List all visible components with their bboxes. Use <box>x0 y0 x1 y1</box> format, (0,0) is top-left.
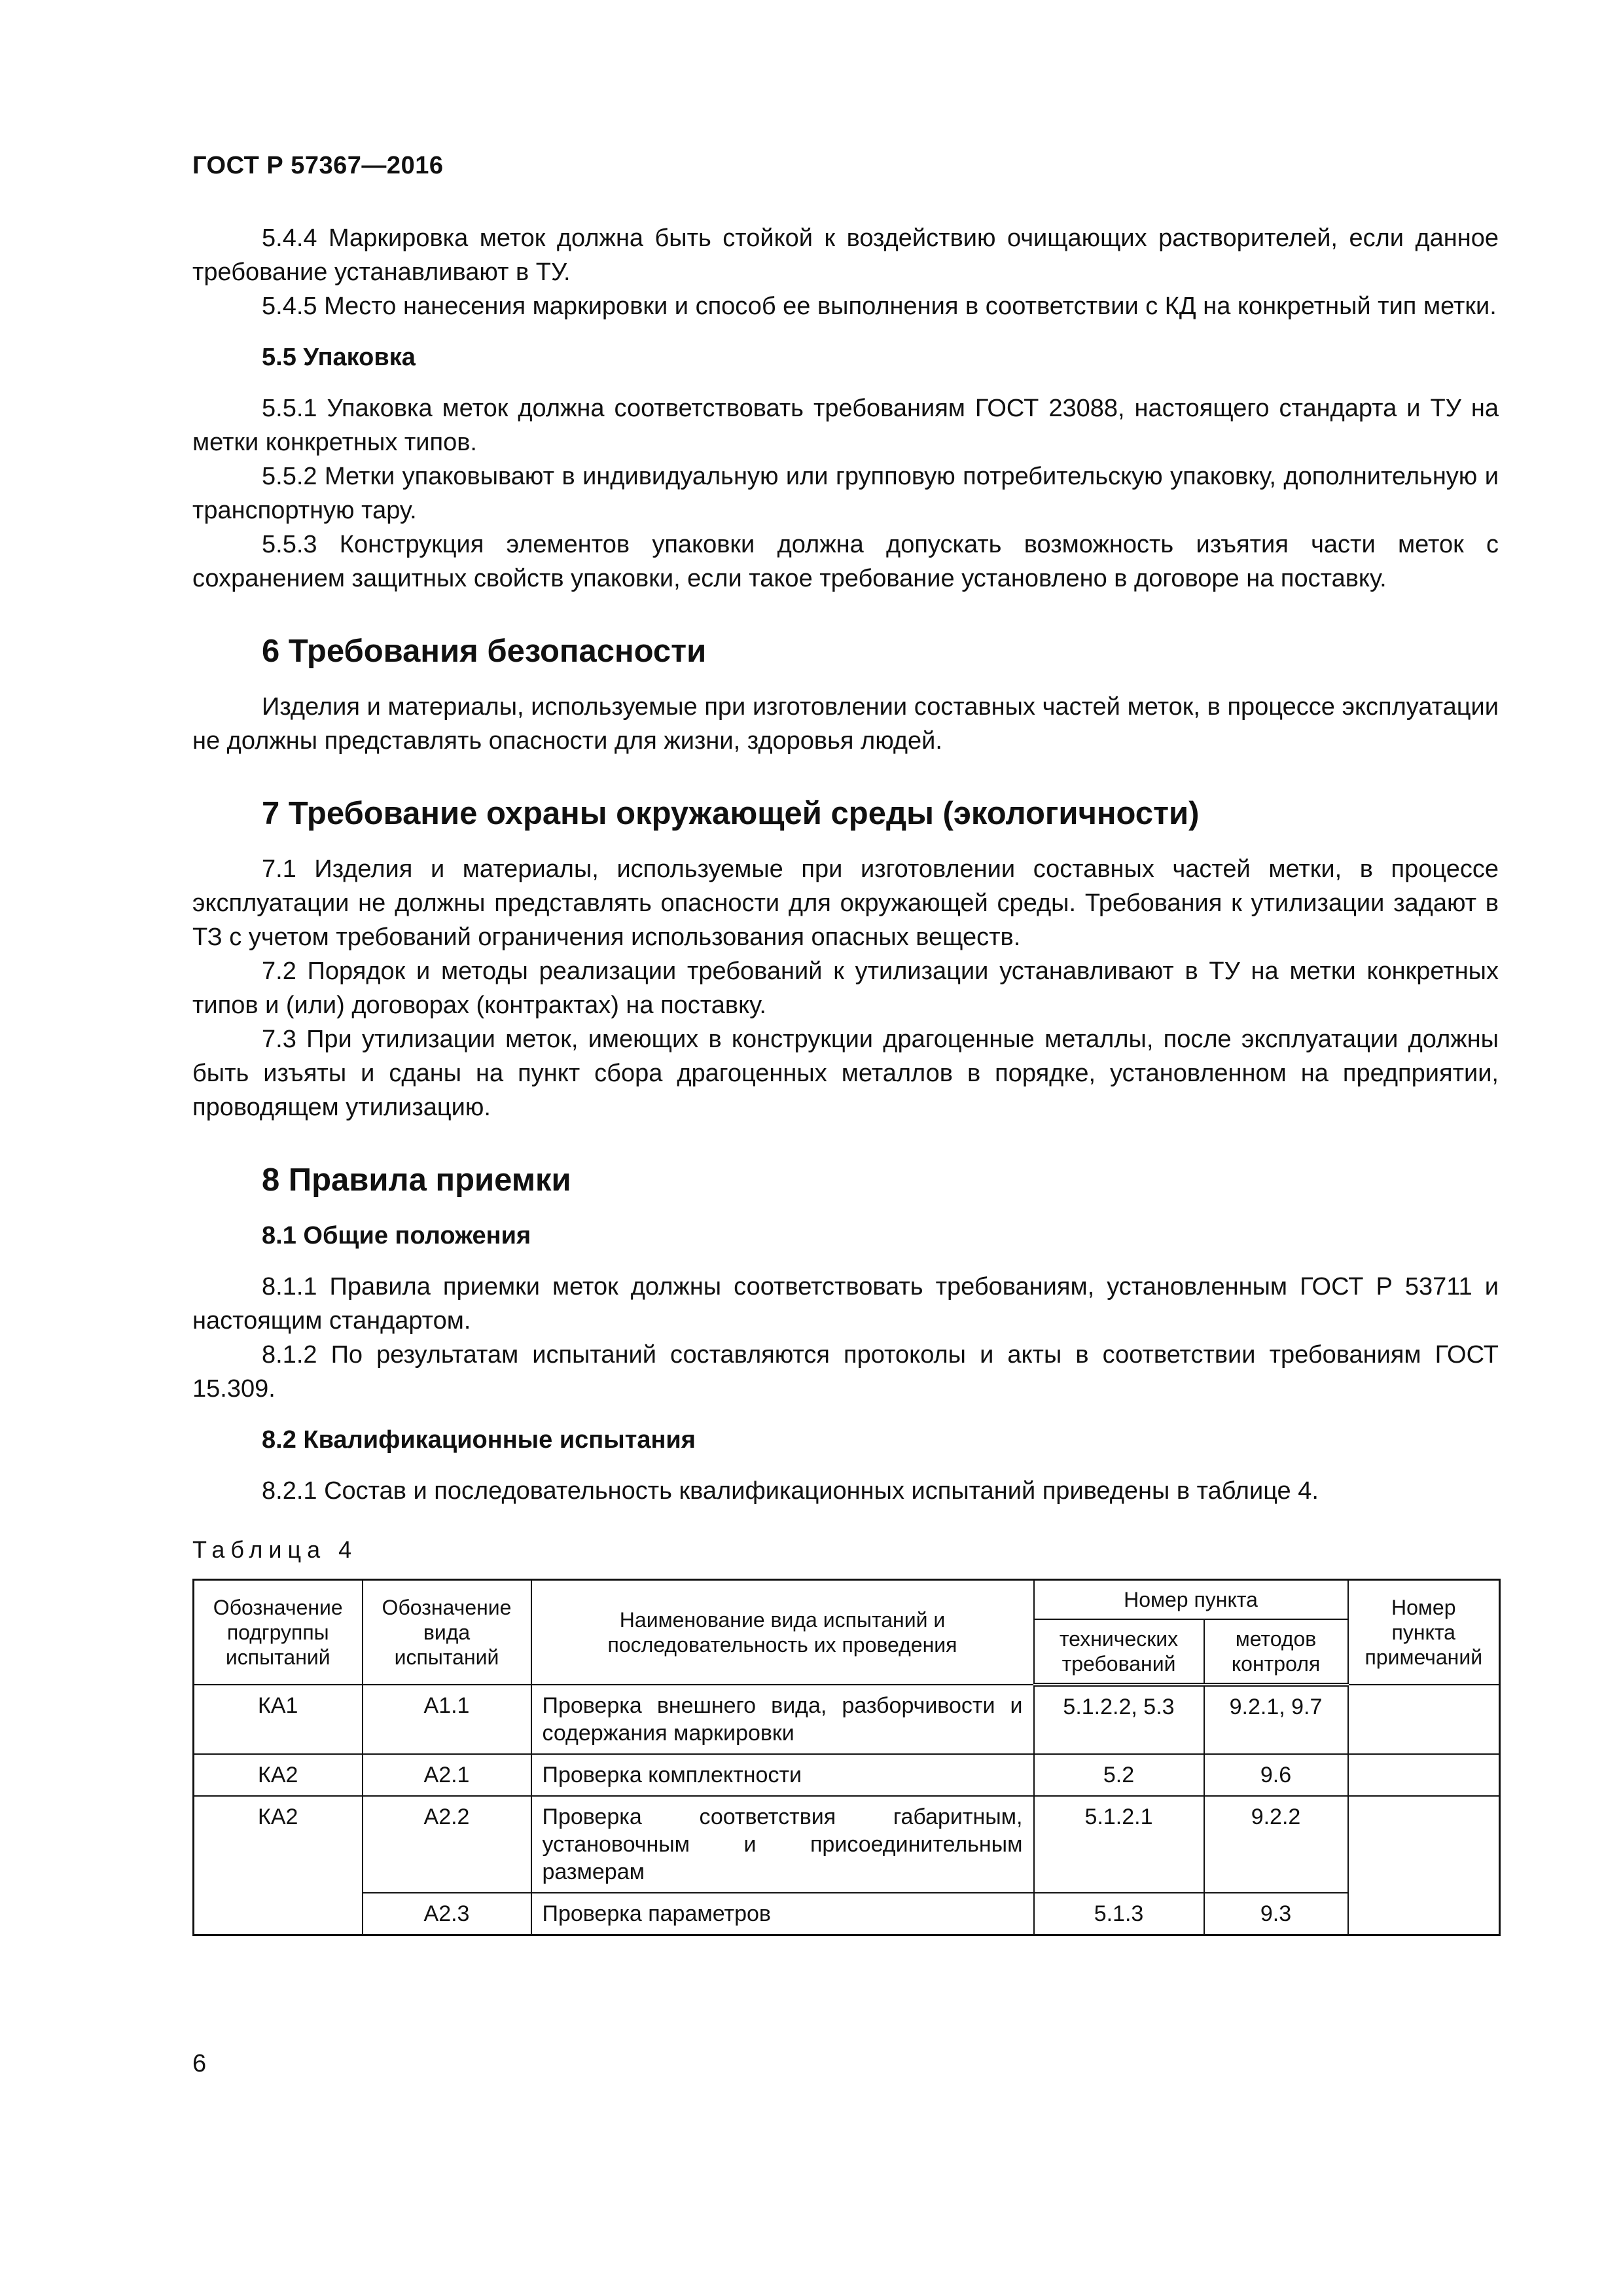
cell-subgroup: КА1 <box>194 1685 363 1754</box>
paragraph-5-5-2: 5.5.2 Метки упаковывают в индивидуальную или групповую потребительскую упаковку, дополнительную и транспортную тару. <box>192 463 1499 524</box>
cell-method: 9.6 <box>1204 1754 1348 1796</box>
cell-method: 9.2.2 <box>1204 1796 1348 1893</box>
cell-subgroup: КА2 <box>194 1796 363 1935</box>
paragraph-8-1-2: 8.1.2 По результатам испытаний составляются протоколы и акты в соответствии требованиям ГОСТ 15.309. <box>192 1341 1499 1403</box>
cell-subgroup: КА2 <box>194 1754 363 1796</box>
paragraph-8-2-1: 8.2.1 Состав и последовательность квалификационных испытаний приведены в таблице 4. <box>262 1477 1319 1505</box>
table-row <box>194 1685 1500 1754</box>
cell-method: 9.3 <box>1204 1893 1348 1935</box>
subsection-heading-5-5: 5.5 Упаковка <box>262 344 416 371</box>
page-number: 6 <box>192 2050 207 2077</box>
header-subgroup: Обозначение подгруппы испытаний <box>194 1580 363 1685</box>
table-4 <box>192 1579 1501 1936</box>
cell-test-id: А2.2 <box>363 1796 531 1893</box>
cell-test-id: А2.3 <box>363 1893 531 1935</box>
subsection-heading-8-1: 8.1 Общие положения <box>262 1222 531 1249</box>
document-header: ГОСТ Р 57367—2016 <box>192 152 444 179</box>
cell-tech-req: 5.1.3 <box>1034 1893 1204 1935</box>
paragraph-6: Изделия и материалы, используемые при изготовлении составных частей меток, в процессе эксплуатации не должны представлять опасности для жизни, здоровья людей. <box>192 693 1499 755</box>
table-row <box>194 1754 1500 1796</box>
cell-test-id: А1.1 <box>363 1685 531 1754</box>
section-heading-8: 8 Правила приемки <box>262 1162 571 1198</box>
paragraph-5-4-4: 5.4.4 Маркировка меток должна быть стойкой к воздействию очищающих растворителей, если данное требование устанавливают в ТУ. <box>192 224 1499 286</box>
section-heading-7: 7 Требование охраны окружающей среды (экологичности) <box>262 796 1200 831</box>
cell-test-name: Проверка соответствия габаритным, установочным и присоединительным размерам <box>531 1796 1034 1893</box>
cell-test-name: Проверка комплектности <box>531 1754 1034 1796</box>
cell-method: 9.2.1, 9.7 <box>1204 1685 1348 1754</box>
header-methods: методов контроля <box>1204 1619 1348 1685</box>
cell-test-name: Проверка внешнего вида, разборчивости и содержания маркировки <box>531 1685 1034 1754</box>
paragraph-5-5-1: 5.5.1 Упаковка меток должна соответствовать требованиям ГОСТ 23088, настоящего стандарта и ТУ на метки конкретных типов. <box>192 395 1499 456</box>
cell-tech-req: 5.1.2.2, 5.3 <box>1034 1685 1204 1754</box>
header-item-number: Номер пункта <box>1034 1580 1348 1620</box>
paragraph-5-4-5: 5.4.5 Место нанесения маркировки и способ ее выполнения в соответствии с КД на конкретный тип метки. <box>262 293 1497 320</box>
paragraph-8-1-1: 8.1.1 Правила приемки меток должны соответствовать требованиям, установленным ГОСТ Р 53711 и настоящим стандартом. <box>192 1273 1499 1335</box>
header-test-name: Наименование вида испытаний и последовательность их проведения <box>531 1580 1034 1685</box>
cell-note <box>1348 1796 1500 1935</box>
paragraph-5-5-3: 5.5.3 Конструкция элементов упаковки должна допускать возможность изъятия части меток с сохранением защитных свойств упаковки, если такое требование установлено в договоре на поставку. <box>192 531 1499 592</box>
cell-note <box>1348 1754 1500 1796</box>
subsection-heading-8-2: 8.2 Квалификационные испытания <box>262 1426 696 1454</box>
cell-tech-req: 5.1.2.1 <box>1034 1796 1204 1893</box>
paragraph-7-2: 7.2 Порядок и методы реализации требований к утилизации устанавливают в ТУ на метки конкретных типов и (или) договорах (контрактах) на поставку. <box>192 958 1499 1019</box>
cell-test-name: Проверка параметров <box>531 1893 1034 1935</box>
cell-tech-req: 5.2 <box>1034 1754 1204 1796</box>
header-notes: Номер пункта примечаний <box>1348 1580 1500 1685</box>
section-heading-6: 6 Требования безопасности <box>262 634 707 669</box>
header-test-id: Обозначение вида испытаний <box>363 1580 531 1685</box>
header-tech-req: технических требований <box>1034 1619 1204 1685</box>
page-body <box>192 221 1499 1936</box>
table-row <box>194 1893 1500 1935</box>
table-caption: Таблица 4 <box>192 1536 358 1563</box>
cell-note <box>1348 1685 1500 1754</box>
cell-test-id: А2.1 <box>363 1754 531 1796</box>
table-row <box>194 1796 1500 1893</box>
paragraph-7-1: 7.1 Изделия и материалы, используемые при изготовлении составных частей метки, в процессе эксплуатации не должны представлять опасности для окружающей среды. Требования к утилизации задают в ТЗ с учетом требований ограничения использования опасных веществ. <box>192 855 1499 951</box>
paragraph-7-3: 7.3 При утилизации меток, имеющих в конструкции драгоценные металлы, после эксплуатации должны быть изъяты и сданы на пункт сбора драгоценных металлов в порядке, установленном на предприятии, проводящем утилизацию. <box>192 1026 1499 1121</box>
